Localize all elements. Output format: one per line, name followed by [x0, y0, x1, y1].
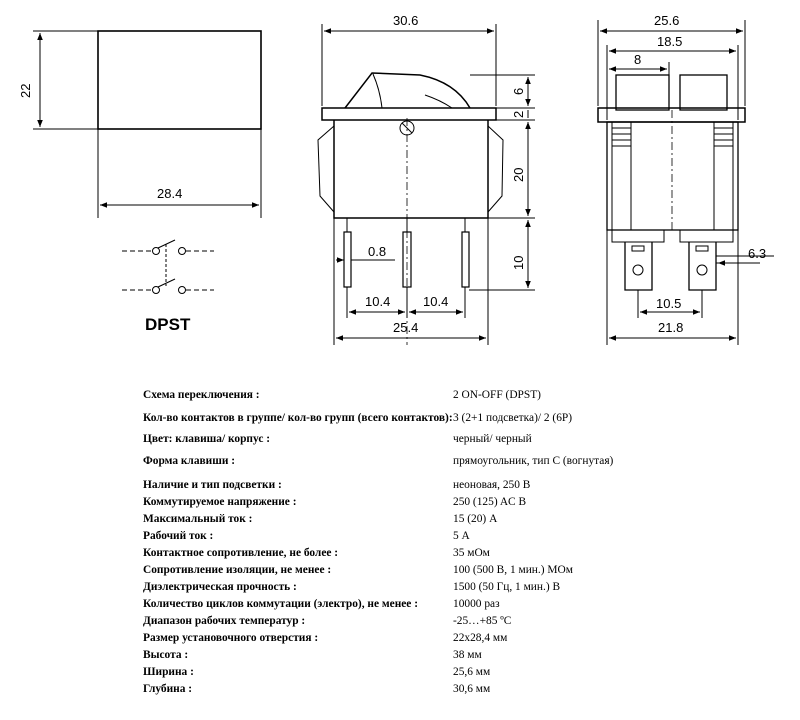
- spec-value: черный/ черный: [453, 432, 532, 445]
- spec-value: 35 мОм: [453, 547, 490, 559]
- spec-label: Диэлектрическая прочность :: [143, 581, 297, 593]
- terminal-pitch-label: 10.5: [656, 296, 682, 311]
- pin-pitch-left-label: 10.4: [365, 294, 391, 309]
- terminal-height-label: 10: [511, 255, 526, 270]
- spec-row: [143, 562, 643, 579]
- pin-thickness-label: 0.8: [368, 244, 387, 259]
- spec-row: [143, 446, 643, 477]
- cap-height-label: 6: [511, 87, 526, 95]
- spec-label: Рабочий ток :: [143, 530, 214, 542]
- spec-row: [143, 387, 643, 404]
- spec-row: [143, 630, 643, 647]
- spec-row: [143, 596, 643, 613]
- spec-table: [143, 387, 643, 698]
- spec-label: Контактное сопротивление, не более :: [143, 547, 339, 559]
- spec-value: 38 мм: [453, 649, 482, 661]
- spec-label: Максимальный ток :: [143, 513, 253, 525]
- spec-label: Схема переключения :: [143, 389, 260, 401]
- spec-label: Глубина :: [143, 683, 193, 695]
- spec-row: [143, 647, 643, 664]
- side-total-width-label: 25.6: [654, 13, 680, 28]
- spec-value: 30,6 мм: [453, 683, 491, 695]
- spec-label: Сопротивление изоляции, не менее :: [143, 564, 332, 576]
- spec-row: [143, 613, 643, 630]
- spec-value: 3 (2+1 подсветка)/ 2 (6P): [453, 411, 573, 424]
- spec-row: [143, 545, 643, 562]
- side-view: [598, 20, 774, 345]
- dpst-schematic: [122, 240, 214, 294]
- spec-label: Диапазон рабочих температур :: [143, 615, 306, 627]
- spec-label: Размер установочного отверстия :: [143, 632, 319, 644]
- spec-value: 10000 раз: [453, 598, 500, 610]
- spec-label: Коммутируемое напряжение :: [143, 496, 297, 508]
- flange-label: 2: [511, 110, 526, 118]
- terminal-width-label: 6.3: [748, 246, 767, 261]
- spec-row: [143, 432, 643, 446]
- spec-value: 100 (500 В, 1 мин.) МОм: [453, 564, 573, 576]
- spec-value: 5 А: [453, 530, 470, 542]
- spec-label: Цвет: клавиша/ корпус :: [143, 432, 271, 445]
- spec-value: 25,6 мм: [453, 666, 491, 678]
- spec-label: Ширина :: [143, 666, 194, 678]
- spec-row: [143, 664, 643, 681]
- spec-label: Высота :: [143, 649, 189, 661]
- front-width-label: 30.6: [393, 13, 419, 28]
- spec-value: 22x28,4 мм: [453, 632, 508, 644]
- spec-label: Наличие и тип подсветки :: [143, 479, 282, 491]
- schema-label: DPST: [145, 315, 191, 334]
- spec-row: [143, 681, 643, 698]
- spec-value: 1500 (50 Гц, 1 мин.) В: [453, 581, 561, 593]
- spec-row: [143, 477, 643, 494]
- spec-value: прямоугольник, тип C (вогнутая): [453, 455, 614, 467]
- spec-value: 250 (125) AC В: [453, 496, 527, 508]
- pin-span-label: 25.4: [393, 320, 419, 335]
- cutout-view: [33, 31, 261, 218]
- spec-row: [143, 494, 643, 511]
- spec-label: Кол-во контактов в группе/ кол-во групп (всего контактов):: [143, 411, 453, 424]
- spec-value: неоновая, 250 В: [453, 479, 531, 491]
- side-body-width-label: 21.8: [658, 320, 684, 335]
- body-height-label: 20: [511, 167, 526, 182]
- spec-label: Количество циклов коммутации (электро), не менее :: [143, 598, 419, 610]
- key-offset-label: 8: [634, 52, 642, 67]
- spec-row: [143, 528, 643, 545]
- spec-row: [143, 404, 643, 432]
- cutout-width-label: 28.4: [157, 186, 183, 201]
- spec-value: 2 ON-OFF (DPST): [453, 389, 541, 401]
- spec-value: -25…+85 ºC: [453, 615, 512, 627]
- spec-value: 15 (20) А: [453, 513, 498, 525]
- spec-row: [143, 579, 643, 596]
- cutout-height-label: 22: [18, 83, 33, 98]
- spec-row: [143, 511, 643, 528]
- side-inner-width-label: 18.5: [657, 34, 683, 49]
- pin-pitch-right-label: 10.4: [423, 294, 449, 309]
- spec-label: Форма клавиши :: [143, 455, 236, 467]
